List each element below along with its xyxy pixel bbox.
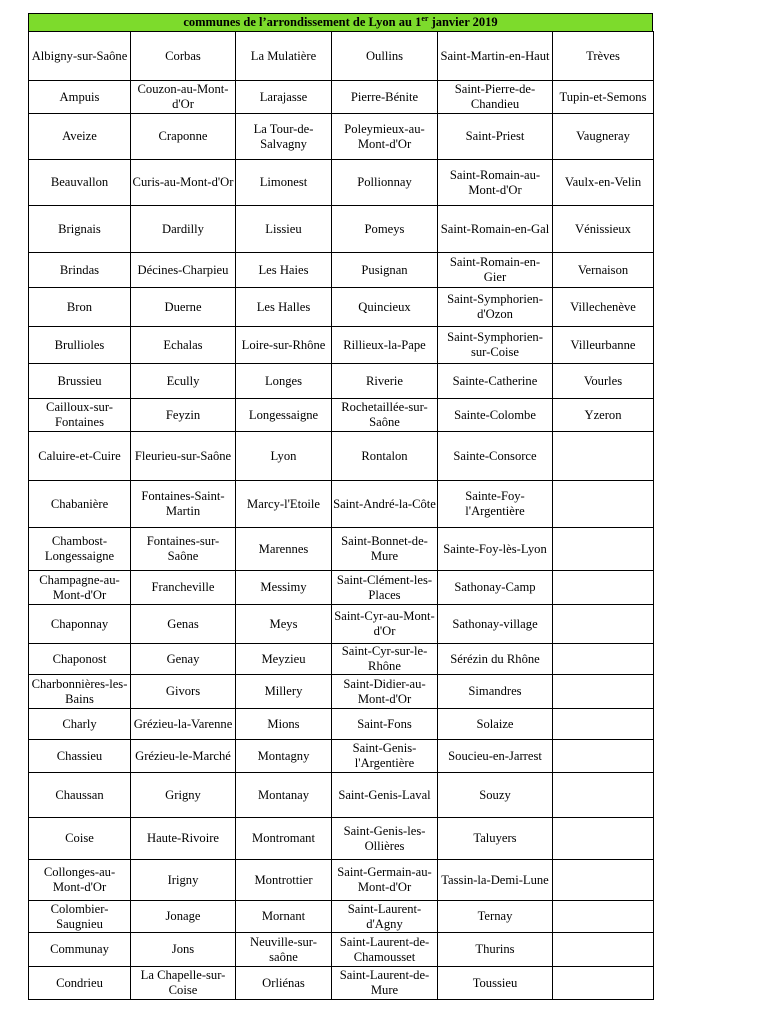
- commune-cell: [553, 818, 654, 860]
- commune-cell: Aveize: [29, 114, 131, 160]
- commune-cell: Saint-Fons: [332, 709, 438, 740]
- commune-cell: Meys: [236, 605, 332, 644]
- commune-cell: La Tour-de-Salvagny: [236, 114, 332, 160]
- commune-cell: [553, 740, 654, 773]
- table-row: [29, 901, 654, 933]
- commune-cell: Coise: [29, 818, 131, 860]
- commune-cell: Saint-Cyr-au-Mont-d'Or: [332, 605, 438, 644]
- commune-cell: La Mulatière: [236, 32, 332, 81]
- commune-cell: Longessaigne: [236, 399, 332, 432]
- commune-cell: Saint-Laurent-de-Mure: [332, 967, 438, 1000]
- table-row: [29, 32, 654, 81]
- commune-cell: Brussieu: [29, 364, 131, 399]
- commune-cell: Chaponost: [29, 644, 131, 675]
- commune-cell: Condrieu: [29, 967, 131, 1000]
- commune-cell: Vernaison: [553, 253, 654, 288]
- commune-cell: Les Haies: [236, 253, 332, 288]
- commune-cell: Poleymieux-au-Mont-d'Or: [332, 114, 438, 160]
- commune-cell: Montanay: [236, 773, 332, 818]
- commune-cell: Saint-Romain-au-Mont-d'Or: [438, 160, 553, 206]
- commune-cell: Brindas: [29, 253, 131, 288]
- table-row: [29, 399, 654, 432]
- commune-cell: Dardilly: [131, 206, 236, 253]
- table-row: [29, 288, 654, 327]
- commune-cell: Saint-Genis-l'Argentière: [332, 740, 438, 773]
- table-row: [29, 432, 654, 481]
- commune-cell: Saint-Genis-Laval: [332, 773, 438, 818]
- commune-cell: Vénissieux: [553, 206, 654, 253]
- table-row: [29, 571, 654, 605]
- commune-cell: Saint-Didier-au-Mont-d'Or: [332, 675, 438, 709]
- commune-cell: Saint-Laurent-de-Chamousset: [332, 933, 438, 967]
- commune-cell: Fontaines-Saint-Martin: [131, 481, 236, 528]
- commune-cell: Francheville: [131, 571, 236, 605]
- commune-cell: Limonest: [236, 160, 332, 206]
- commune-cell: Mions: [236, 709, 332, 740]
- commune-cell: Meyzieu: [236, 644, 332, 675]
- commune-cell: Pusignan: [332, 253, 438, 288]
- commune-cell: Millery: [236, 675, 332, 709]
- commune-cell: Souzy: [438, 773, 553, 818]
- commune-cell: Lyon: [236, 432, 332, 481]
- commune-cell: Larajasse: [236, 81, 332, 114]
- commune-cell: Longes: [236, 364, 332, 399]
- commune-cell: Taluyers: [438, 818, 553, 860]
- commune-cell: Quincieux: [332, 288, 438, 327]
- commune-cell: Saint-Symphorien-d'Ozon: [438, 288, 553, 327]
- commune-cell: Charbonnières-les-Bains: [29, 675, 131, 709]
- commune-cell: Ecully: [131, 364, 236, 399]
- commune-cell: Communay: [29, 933, 131, 967]
- commune-cell: Pierre-Bénite: [332, 81, 438, 114]
- commune-cell: Saint-Laurent-d'Agny: [332, 901, 438, 933]
- commune-cell: Charly: [29, 709, 131, 740]
- commune-cell: Sathonay-village: [438, 605, 553, 644]
- commune-cell: Trèves: [553, 32, 654, 81]
- commune-cell: [553, 709, 654, 740]
- commune-cell: [553, 644, 654, 675]
- table-row: [29, 644, 654, 675]
- commune-cell: Rochetaillée-sur-Saône: [332, 399, 438, 432]
- table-row: [29, 773, 654, 818]
- commune-cell: Chambost-Longessaigne: [29, 528, 131, 571]
- commune-cell: Ampuis: [29, 81, 131, 114]
- commune-cell: Montrottier: [236, 860, 332, 901]
- commune-cell: Grézieu-le-Marché: [131, 740, 236, 773]
- commune-cell: Chabanière: [29, 481, 131, 528]
- commune-cell: Villeurbanne: [553, 327, 654, 364]
- commune-cell: Brullioles: [29, 327, 131, 364]
- table-title: [28, 13, 653, 31]
- commune-cell: Sainte-Foy-lès-Lyon: [438, 528, 553, 571]
- commune-cell: Genay: [131, 644, 236, 675]
- table-row: [29, 933, 654, 967]
- commune-cell: Loire-sur-Rhône: [236, 327, 332, 364]
- commune-cell: Sainte-Catherine: [438, 364, 553, 399]
- commune-cell: [553, 432, 654, 481]
- title-date: janvier 2019: [428, 15, 498, 29]
- title-text: communes de l’arrondissement de Lyon au 1: [183, 15, 422, 29]
- commune-cell: Mornant: [236, 901, 332, 933]
- commune-cell: Yzeron: [553, 399, 654, 432]
- commune-cell: Couzon-au-Mont-d'Or: [131, 81, 236, 114]
- commune-cell: Saint-Romain-en-Gier: [438, 253, 553, 288]
- commune-cell: [553, 773, 654, 818]
- commune-cell: Villechenève: [553, 288, 654, 327]
- commune-cell: [553, 528, 654, 571]
- table-row: [29, 860, 654, 901]
- commune-cell: Grigny: [131, 773, 236, 818]
- commune-cell: [553, 675, 654, 709]
- commune-cell: Sérézin du Rhône: [438, 644, 553, 675]
- commune-cell: Pomeys: [332, 206, 438, 253]
- commune-cell: Montagny: [236, 740, 332, 773]
- commune-cell: Vaugneray: [553, 114, 654, 160]
- commune-cell: [553, 481, 654, 528]
- commune-cell: Saint-Priest: [438, 114, 553, 160]
- commune-cell: Curis-au-Mont-d'Or: [131, 160, 236, 206]
- commune-cell: [553, 901, 654, 933]
- table-row: [29, 81, 654, 114]
- commune-cell: Chaponnay: [29, 605, 131, 644]
- commune-cell: Brignais: [29, 206, 131, 253]
- commune-cell: Bron: [29, 288, 131, 327]
- table-row: [29, 114, 654, 160]
- commune-cell: Jonage: [131, 901, 236, 933]
- commune-cell: Saint-Cyr-sur-le-Rhône: [332, 644, 438, 675]
- table-row: [29, 740, 654, 773]
- commune-cell: Saint-Bonnet-de-Mure: [332, 528, 438, 571]
- commune-cell: Vourles: [553, 364, 654, 399]
- table-row: [29, 818, 654, 860]
- commune-cell: Champagne-au-Mont-d'Or: [29, 571, 131, 605]
- table-row: [29, 709, 654, 740]
- commune-cell: Montromant: [236, 818, 332, 860]
- commune-cell: Cailloux-sur-Fontaines: [29, 399, 131, 432]
- commune-cell: Fontaines-sur-Saône: [131, 528, 236, 571]
- commune-cell: Marennes: [236, 528, 332, 571]
- commune-cell: [553, 571, 654, 605]
- commune-cell: Oullins: [332, 32, 438, 81]
- commune-cell: La Chapelle-sur-Coise: [131, 967, 236, 1000]
- commune-cell: Saint-Symphorien-sur-Coise: [438, 327, 553, 364]
- title-superscript: er: [421, 14, 429, 23]
- commune-cell: Simandres: [438, 675, 553, 709]
- commune-cell: Saint-Romain-en-Gal: [438, 206, 553, 253]
- table-row: [29, 327, 654, 364]
- commune-cell: Feyzin: [131, 399, 236, 432]
- table-row: [29, 253, 654, 288]
- commune-cell: Craponne: [131, 114, 236, 160]
- table-body: [29, 32, 654, 1000]
- commune-cell: Sathonay-Camp: [438, 571, 553, 605]
- commune-cell: Jons: [131, 933, 236, 967]
- commune-cell: Saint-Pierre-de-Chandieu: [438, 81, 553, 114]
- commune-cell: Saint-André-la-Côte: [332, 481, 438, 528]
- commune-cell: [553, 933, 654, 967]
- commune-cell: Pollionnay: [332, 160, 438, 206]
- commune-cell: Les Halles: [236, 288, 332, 327]
- table-row: [29, 675, 654, 709]
- commune-cell: Collonges-au-Mont-d'Or: [29, 860, 131, 901]
- commune-cell: Saint-Genis-les-Ollières: [332, 818, 438, 860]
- table-row: [29, 160, 654, 206]
- commune-cell: Lissieu: [236, 206, 332, 253]
- commune-cell: Irigny: [131, 860, 236, 901]
- commune-cell: Echalas: [131, 327, 236, 364]
- commune-cell: Duerne: [131, 288, 236, 327]
- table-row: [29, 364, 654, 399]
- commune-cell: Marcy-l'Etoile: [236, 481, 332, 528]
- commune-cell: Riverie: [332, 364, 438, 399]
- commune-cell: Rontalon: [332, 432, 438, 481]
- commune-cell: Toussieu: [438, 967, 553, 1000]
- commune-cell: Fleurieu-sur-Saône: [131, 432, 236, 481]
- commune-cell: [553, 967, 654, 1000]
- commune-cell: Haute-Rivoire: [131, 818, 236, 860]
- commune-cell: [553, 605, 654, 644]
- commune-cell: Sainte-Consorce: [438, 432, 553, 481]
- commune-cell: Saint-Clément-les-Places: [332, 571, 438, 605]
- commune-cell: Messimy: [236, 571, 332, 605]
- table-row: [29, 528, 654, 571]
- commune-cell: Tupin-et-Semons: [553, 81, 654, 114]
- communes-table: [28, 31, 654, 1000]
- commune-cell: Corbas: [131, 32, 236, 81]
- commune-cell: Caluire-et-Cuire: [29, 432, 131, 481]
- commune-cell: Rillieux-la-Pape: [332, 327, 438, 364]
- commune-cell: Givors: [131, 675, 236, 709]
- commune-cell: Albigny-sur-Saône: [29, 32, 131, 81]
- communes-sheet: [28, 13, 653, 1000]
- commune-cell: Colombier-Saugnieu: [29, 901, 131, 933]
- table-row: [29, 206, 654, 253]
- commune-cell: Grézieu-la-Varenne: [131, 709, 236, 740]
- commune-cell: Beauvallon: [29, 160, 131, 206]
- commune-cell: Saint-Martin-en-Haut: [438, 32, 553, 81]
- commune-cell: Soucieu-en-Jarrest: [438, 740, 553, 773]
- commune-cell: Décines-Charpieu: [131, 253, 236, 288]
- commune-cell: Solaize: [438, 709, 553, 740]
- commune-cell: Ternay: [438, 901, 553, 933]
- commune-cell: Sainte-Foy-l'Argentière: [438, 481, 553, 528]
- table-row: [29, 605, 654, 644]
- table-row: [29, 481, 654, 528]
- commune-cell: Tassin-la-Demi-Lune: [438, 860, 553, 901]
- commune-cell: Neuville-sur-saône: [236, 933, 332, 967]
- commune-cell: Saint-Germain-au-Mont-d'Or: [332, 860, 438, 901]
- commune-cell: Chaussan: [29, 773, 131, 818]
- commune-cell: Chassieu: [29, 740, 131, 773]
- commune-cell: Orliénas: [236, 967, 332, 1000]
- commune-cell: [553, 860, 654, 901]
- table-row: [29, 967, 654, 1000]
- commune-cell: Sainte-Colombe: [438, 399, 553, 432]
- commune-cell: Genas: [131, 605, 236, 644]
- commune-cell: Thurins: [438, 933, 553, 967]
- commune-cell: Vaulx-en-Velin: [553, 160, 654, 206]
